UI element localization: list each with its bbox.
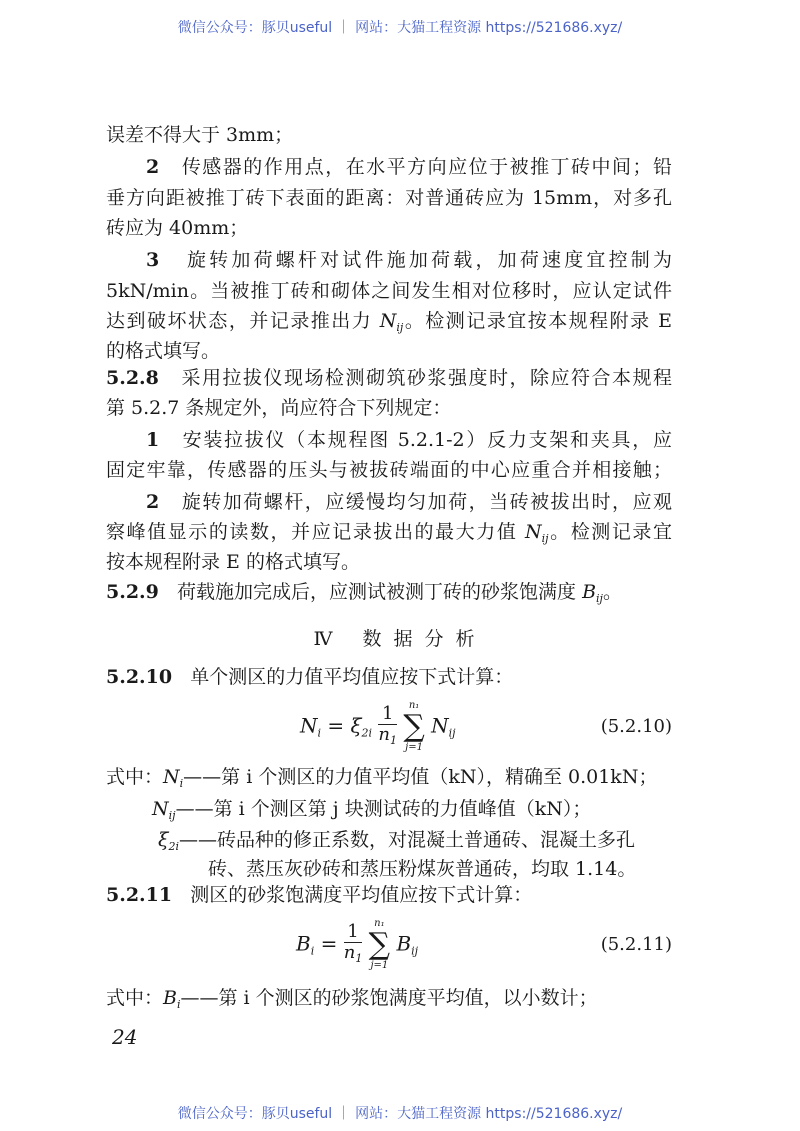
denominator: n: [378, 723, 391, 745]
text-line: 第 5.2.7 条规定外，尚应符合下列规定：: [106, 397, 452, 419]
text-line: 固定牢靠，传感器的压头与被拔砖端面的中心应重合并相接触；: [106, 459, 672, 481]
equation-number: (5.2.11): [600, 934, 672, 955]
numerator: 1: [344, 922, 363, 943]
equals: =: [327, 713, 345, 738]
text: ——第 i 个测区的力值平均值（kN），精确至 0.01kN；: [183, 766, 658, 788]
denominator-sub: 1: [355, 951, 363, 965]
sum-lower: j=1: [370, 960, 389, 971]
text: ——砖品种的修正系数，对混凝土普通砖、混凝土多孔: [179, 829, 636, 851]
subsection-heading: Ⅳ 数据分析: [313, 628, 487, 650]
watermark-top: 微信公众号：豚贝useful ｜ 网站：大猫工程资源 https://521686.xyz/: [177, 20, 623, 36]
var-sub: ij: [596, 592, 603, 605]
sum-upper: n₁: [408, 700, 420, 711]
fraction: [344, 922, 363, 969]
text: 单个测区的力值平均值应按下式计算：: [190, 666, 514, 688]
var-sub: ij: [541, 532, 549, 545]
var-sub: 2i: [168, 840, 179, 853]
sigma: ∑: [368, 927, 391, 962]
fraction: [378, 704, 397, 751]
var: B: [582, 581, 597, 603]
text: ——第 i 个测区第 j 块测试砖的力值峰值（kN）；: [175, 798, 592, 820]
text: 荷载施加完成后，应测试被测丁砖的砂浆饱满度: [177, 581, 583, 603]
item-number: 1: [146, 429, 160, 451]
sum-upper: n₁: [374, 918, 385, 929]
text-line: [146, 490, 672, 514]
var-sub: ij: [448, 726, 456, 740]
formula-5-2-10: [300, 700, 456, 754]
var: B: [396, 931, 412, 956]
text-line: [106, 366, 672, 390]
var: B: [163, 987, 177, 1009]
var: N: [431, 713, 449, 738]
var: N: [525, 521, 542, 543]
text-line: [146, 248, 672, 272]
text-line: 误差不得大于 3mm；: [106, 124, 294, 146]
equals: =: [320, 931, 338, 956]
text-line: [106, 309, 672, 340]
text-line: [158, 828, 672, 859]
var: N: [379, 310, 397, 332]
text-line: [106, 986, 672, 1017]
numerator: 1: [378, 704, 397, 725]
text: 式中：: [106, 987, 164, 1009]
denominator: n: [343, 941, 356, 963]
text-line: 砖应为 40mm；: [106, 217, 249, 239]
text-line: [106, 765, 672, 796]
text-line: 砖、蒸压灰砂砖和蒸压粉煤灰普通砖，均取 1.14。: [208, 858, 637, 880]
var-sub: i: [317, 726, 322, 740]
item-number: 2: [146, 156, 160, 178]
denominator-sub: 1: [390, 733, 398, 747]
text: 式中：: [106, 766, 164, 788]
section-number: 5.2.8: [106, 367, 159, 389]
sum-lower: j=1: [405, 742, 423, 753]
text: ——第 i 个测区的砂浆饱满度平均值，以小数计；: [180, 987, 598, 1009]
var: ξ: [158, 829, 169, 851]
summation: [369, 918, 390, 972]
text-line: [146, 155, 672, 179]
text: 。检测记录宜按本规程附录 E: [403, 310, 672, 332]
var-sub: 2i: [361, 726, 373, 740]
equation-number: (5.2.10): [600, 716, 672, 737]
section-number: 5.2.9: [106, 581, 159, 603]
text: 。检测记录宜: [548, 521, 672, 543]
item-number: 2: [146, 491, 160, 513]
sigma: ∑: [403, 709, 425, 744]
var: ξ: [350, 713, 362, 738]
var-sub: ij: [411, 944, 419, 958]
formula-5-2-11: [296, 918, 418, 972]
text-line: [106, 520, 672, 551]
text-line: [106, 580, 672, 611]
text: 传感器的作用点，在水平方向应位于被推丁砖中间；铅: [181, 156, 672, 178]
text: 旋转加荷螺杆，应缓慢均匀加荷，当砖被拔出时，应观: [181, 491, 672, 513]
text: 察峰值显示的读数，并应记录拔出的最大力值: [106, 521, 525, 543]
item-number: 3: [146, 249, 160, 271]
section-number: 5.2.10: [106, 666, 173, 688]
text-line: 5kN/min。当被推丁砖和砌体之间发生相对位移时，应认定试件: [106, 280, 672, 302]
var: N: [163, 766, 180, 788]
text: 达到破坏状态，并记录推出力: [106, 310, 380, 332]
text-line: 按本规程附录 E 的格式填写。: [106, 551, 360, 573]
text: 安装拉拔仪（本规程图 5.2.1-2）反力支架和夹具，应: [182, 429, 672, 451]
text-line: [106, 665, 672, 689]
text-line: 垂方向距被推丁砖下表面的距离：对普通砖应为 15mm，对多孔: [106, 187, 672, 209]
text: 测区的砂浆饱满度平均值应按下式计算：: [190, 884, 533, 906]
var-sub: ij: [168, 809, 176, 822]
text-line: [152, 797, 718, 828]
var-sub: i: [176, 998, 181, 1011]
section-number: 5.2.11: [106, 884, 173, 906]
var: N: [152, 798, 169, 820]
text-line: [146, 428, 672, 452]
var: N: [300, 713, 318, 738]
text-line: [106, 883, 672, 907]
var-sub: i: [179, 777, 184, 790]
var: B: [296, 931, 311, 956]
page-number: 24: [112, 1025, 138, 1049]
summation: [403, 700, 424, 754]
var-sub: ij: [396, 321, 404, 334]
watermark-bottom: 微信公众号：豚贝useful ｜ 网站：大猫工程资源 https://521686.xyz/: [177, 1106, 623, 1122]
var-sub: i: [310, 944, 315, 958]
text: 采用拉拔仪现场检测砌筑砂浆强度时，除应符合本规程: [181, 367, 672, 389]
text-line: 的格式填写。: [106, 340, 221, 362]
text: 旋转加荷螺杆对试件施加荷载，加荷速度宜控制为: [186, 249, 672, 271]
text: 。: [602, 581, 622, 603]
